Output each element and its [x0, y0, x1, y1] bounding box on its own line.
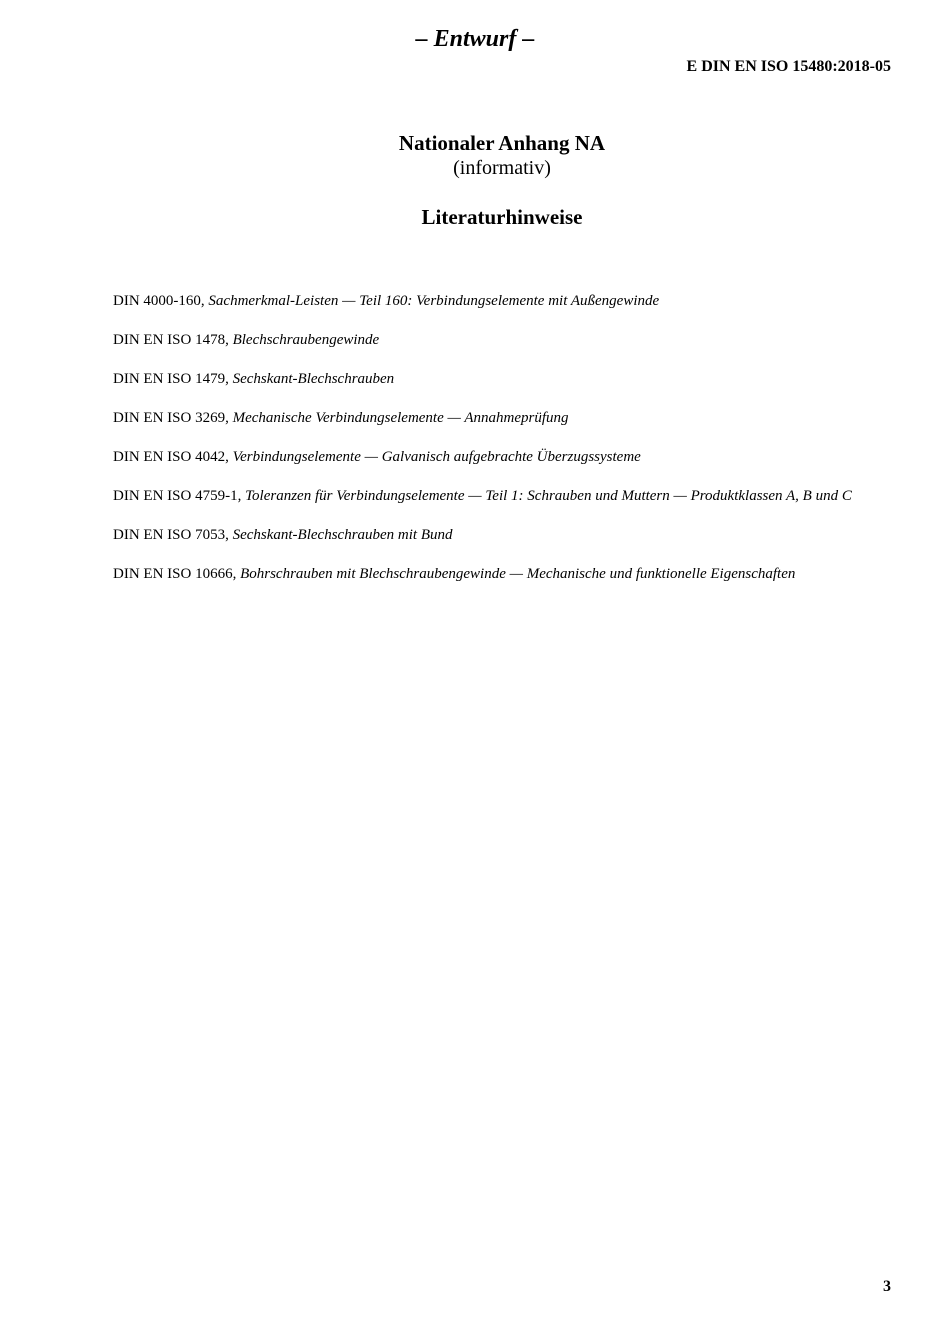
reference-item	[113, 448, 891, 468]
document-id: E DIN EN ISO 15480:2018-05	[686, 58, 891, 75]
reference-number: DIN EN ISO 4042,	[113, 449, 229, 465]
reference-number: DIN EN ISO 3269,	[113, 410, 229, 426]
annex-title: Nationaler Anhang NA	[398, 131, 606, 155]
reference-item	[113, 526, 891, 546]
reference-item	[113, 409, 891, 429]
reference-title: Sechskant-Blechschrauben	[232, 371, 395, 387]
reference-item	[113, 331, 891, 351]
reference-number: DIN EN ISO 1479,	[113, 371, 229, 387]
reference-title: Toleranzen für Verbindungselemente — Teil 1: Schrauben und Muttern — Produktklassen A, B und C	[245, 488, 852, 504]
draft-mark: – Entwurf –	[415, 26, 535, 52]
reference-title: Verbindungselemente — Galvanisch aufgebrachte Überzugssysteme	[232, 449, 641, 465]
page-number: 3	[883, 1278, 891, 1295]
reference-item	[113, 487, 891, 507]
reference-item	[113, 292, 891, 312]
reference-number: DIN 4000-160,	[113, 293, 205, 309]
annex-subtitle: (informativ)	[453, 157, 551, 179]
reference-number: DIN EN ISO 10666,	[113, 566, 237, 582]
section-title: Literaturhinweise	[421, 205, 583, 229]
reference-number: DIN EN ISO 4759-1,	[113, 488, 242, 504]
reference-title: Bohrschrauben mit Blechschraubengewinde — Mechanische und funktionelle Eigenschaften	[240, 566, 796, 582]
reference-title: Blechschraubengewinde	[232, 332, 380, 348]
reference-title: Sechskant-Blechschrauben mit Bund	[232, 527, 453, 543]
reference-list	[113, 292, 891, 604]
reference-number: DIN EN ISO 1478,	[113, 332, 229, 348]
reference-title: Mechanische Verbindungselemente — Annahmeprüfung	[232, 410, 569, 426]
reference-title: Sachmerkmal-Leisten — Teil 160: Verbindungselemente mit Außengewinde	[208, 293, 660, 309]
reference-number: DIN EN ISO 7053,	[113, 527, 229, 543]
reference-item	[113, 565, 891, 585]
reference-item	[113, 370, 891, 390]
